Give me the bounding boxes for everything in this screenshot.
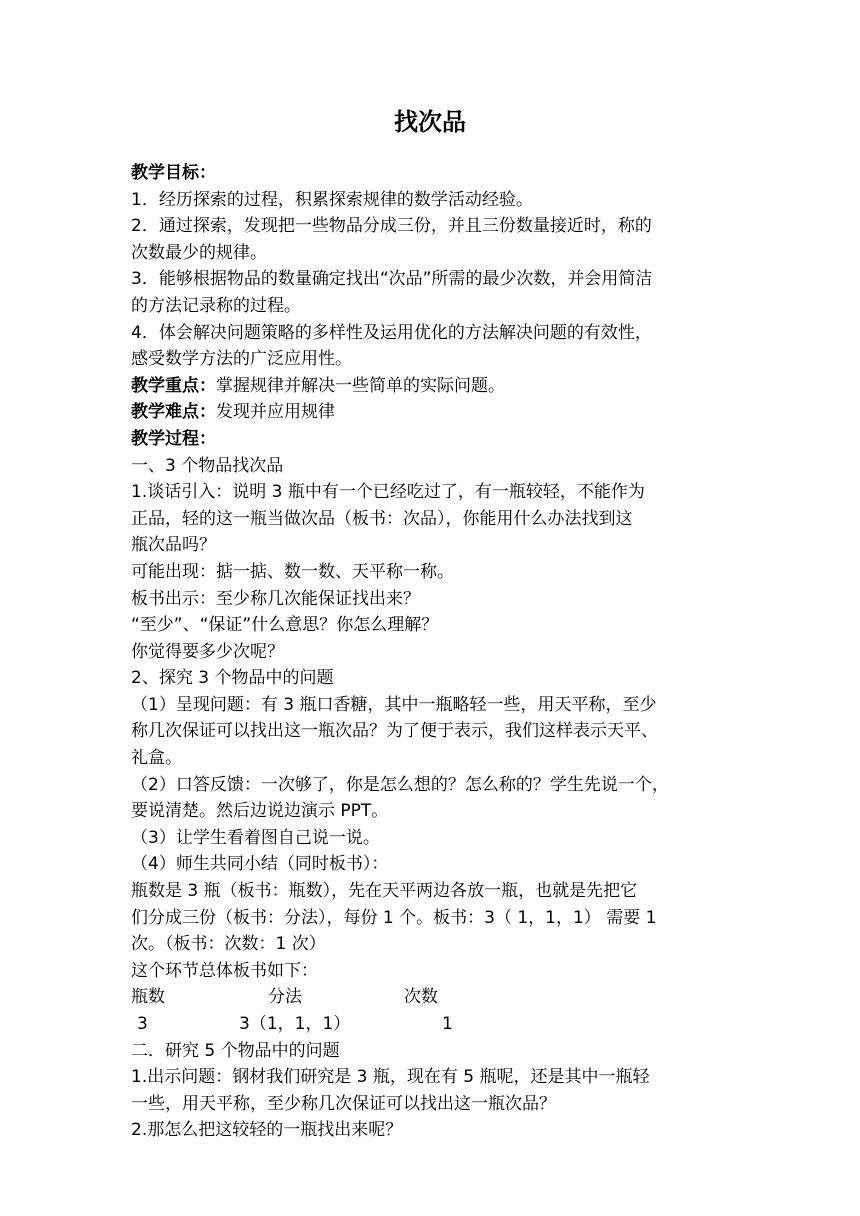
board-table-header-row bbox=[131, 984, 731, 1011]
goal-line: 的方法记录称的过程。 bbox=[131, 295, 301, 316]
board-table-header-cell: 次数 bbox=[404, 987, 438, 1008]
process-line: （1）呈现问题：有 3 瓶口香糖，其中一瓶略轻一些，用天平称，至少 bbox=[131, 694, 657, 715]
process-line: 这个环节总体板书如下： bbox=[131, 960, 318, 981]
process-line: 瓶数是 3 瓶（板书：瓶数），先在天平两边各放一瓶，也就是先把它 bbox=[131, 881, 638, 902]
goal-line: 1．经历探索的过程，积累探索规律的数学活动经验。 bbox=[131, 189, 533, 210]
process-line: （4）师生共同小结（同时板书）： bbox=[131, 854, 389, 875]
process-line: 1.出示问题：钢材我们研究是 3 瓶，现在有 5 瓶呢，还是其中一瓶轻 bbox=[131, 1067, 650, 1088]
process-line: 瓶次品吗？ bbox=[131, 535, 216, 556]
board-table-cell: 3 bbox=[137, 1014, 148, 1034]
key-point-label: 教学重点： bbox=[131, 375, 216, 396]
process-line: 一些，用天平称，至少称几次保证可以找出这一瓶次品？ bbox=[131, 1093, 556, 1114]
board-table-cell: 1 bbox=[442, 1014, 453, 1034]
goal-line: 4．体会解决问题策略的多样性及运用优化的方法解决问题的有效性， bbox=[131, 322, 652, 343]
process-line: 要说清楚。然后边说边演示 PPT。 bbox=[131, 801, 389, 822]
process-line: 次。（板书：次数：1 次） bbox=[131, 934, 326, 955]
document-body bbox=[131, 160, 731, 1144]
goal-line: 3．能够根据物品的数量确定找出“次品”所需的最少次数，并会用简洁 bbox=[131, 269, 653, 290]
board-table-row bbox=[131, 1011, 731, 1038]
process-line: 可能出现：掂一掂、数一数、天平称一称。 bbox=[131, 561, 454, 582]
page-title: 找次品 bbox=[394, 108, 466, 136]
goals-list bbox=[131, 187, 731, 373]
process-line: 称几次保证可以找出这一瓶次品？为了便于表示，我们这样表示天平、 bbox=[131, 721, 658, 742]
goals-heading: 教学目标： bbox=[131, 163, 216, 183]
process-line: “至少”、“保证”什么意思？你怎么理解？ bbox=[131, 615, 439, 636]
process-line: 1.谈话引入：说明 3 瓶中有一个已经吃过了，有一瓶较轻，不能作为 bbox=[131, 482, 645, 503]
board-table bbox=[131, 984, 731, 1037]
process-line: 正品，轻的这一瓶当做次品（板书：次品），你能用什么办法找到这 bbox=[131, 508, 633, 529]
process-line: （3）让学生看着图自己说一说。 bbox=[131, 827, 380, 848]
process-line: 2.那怎么把这较轻的一瓶找出来呢？ bbox=[131, 1120, 403, 1141]
goal-line: 2．通过探索，发现把一些物品分成三份，并且三份数量接近时，称的 bbox=[131, 216, 652, 237]
difficulty-label: 教学难点： bbox=[131, 402, 216, 423]
difficulty bbox=[131, 399, 731, 426]
process-list bbox=[131, 453, 731, 985]
process-line: 你觉得要多少次呢？ bbox=[131, 641, 284, 662]
process-line: 板书出示：至少称几次能保证找出来？ bbox=[131, 588, 420, 609]
part2-list bbox=[131, 1038, 731, 1144]
goal-line: 感受数学方法的广泛应用性。 bbox=[131, 349, 352, 370]
board-table-header-cell: 瓶数 bbox=[131, 987, 165, 1008]
process-heading: 教学过程： bbox=[131, 428, 216, 449]
process-line: （2）口答反馈：一次够了，你是怎么想的？怎么称的？学生先说一个， bbox=[131, 774, 669, 795]
board-table-header-cell: 分法 bbox=[268, 987, 302, 1008]
process-line: 们分成三份（板书：分法），每份 1 个。板书：3（ 1，1，1） 需要 1 bbox=[131, 907, 657, 928]
process-line: 礼盒。 bbox=[131, 748, 182, 769]
section-heading: 二．研究 5 个物品中的问题 bbox=[131, 1040, 340, 1061]
section-heading: 2、探究 3 个物品中的问题 bbox=[131, 668, 334, 689]
goal-line: 次数最少的规律。 bbox=[131, 242, 267, 263]
difficulty-text: 发现并应用规律 bbox=[216, 402, 335, 423]
key-point-text: 掌握规律并解决一些简单的实际问题。 bbox=[216, 375, 505, 396]
key-point bbox=[131, 373, 731, 400]
board-table-cell: 3（1，1，1） bbox=[239, 1014, 351, 1034]
section-heading: 一、3 个物品找次品 bbox=[131, 455, 284, 476]
